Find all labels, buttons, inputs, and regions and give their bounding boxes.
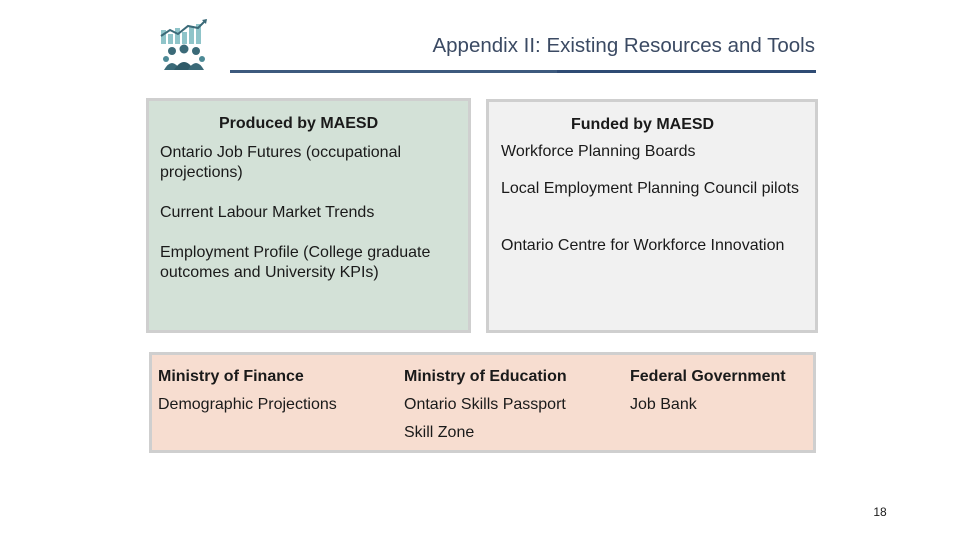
title-underline-accent [557, 70, 816, 73]
education-item: Ontario Skills Passport [404, 396, 566, 413]
people-growth-chart-icon [158, 18, 210, 72]
finance-item: Demographic Projections [158, 396, 337, 413]
funded-heading: Funded by MAESD [571, 116, 715, 133]
page-number: 18 [873, 505, 887, 519]
title-underline [230, 70, 557, 73]
funded-item: Ontario Centre for Workforce Innovation [501, 237, 785, 254]
funded-item: Workforce Planning Boards [501, 143, 696, 160]
funded-item: Local Employment Planning Council pilots [501, 180, 799, 197]
produced-item: Ontario Job Futures (occupational projections) [160, 144, 402, 181]
produced-item: Current Labour Market Trends [160, 204, 375, 221]
produced-heading: Produced by MAESD [219, 115, 379, 132]
produced-item: Employment Profile (College graduate outcomes and University KPIs) [160, 244, 431, 281]
education-item: Skill Zone [404, 424, 475, 441]
education-heading: Ministry of Education [404, 368, 567, 385]
federal-heading: Federal Government [630, 368, 786, 385]
page-title: Appendix II: Existing Resources and Tools [432, 34, 815, 57]
federal-item: Job Bank [630, 396, 697, 413]
finance-heading: Ministry of Finance [158, 368, 304, 385]
